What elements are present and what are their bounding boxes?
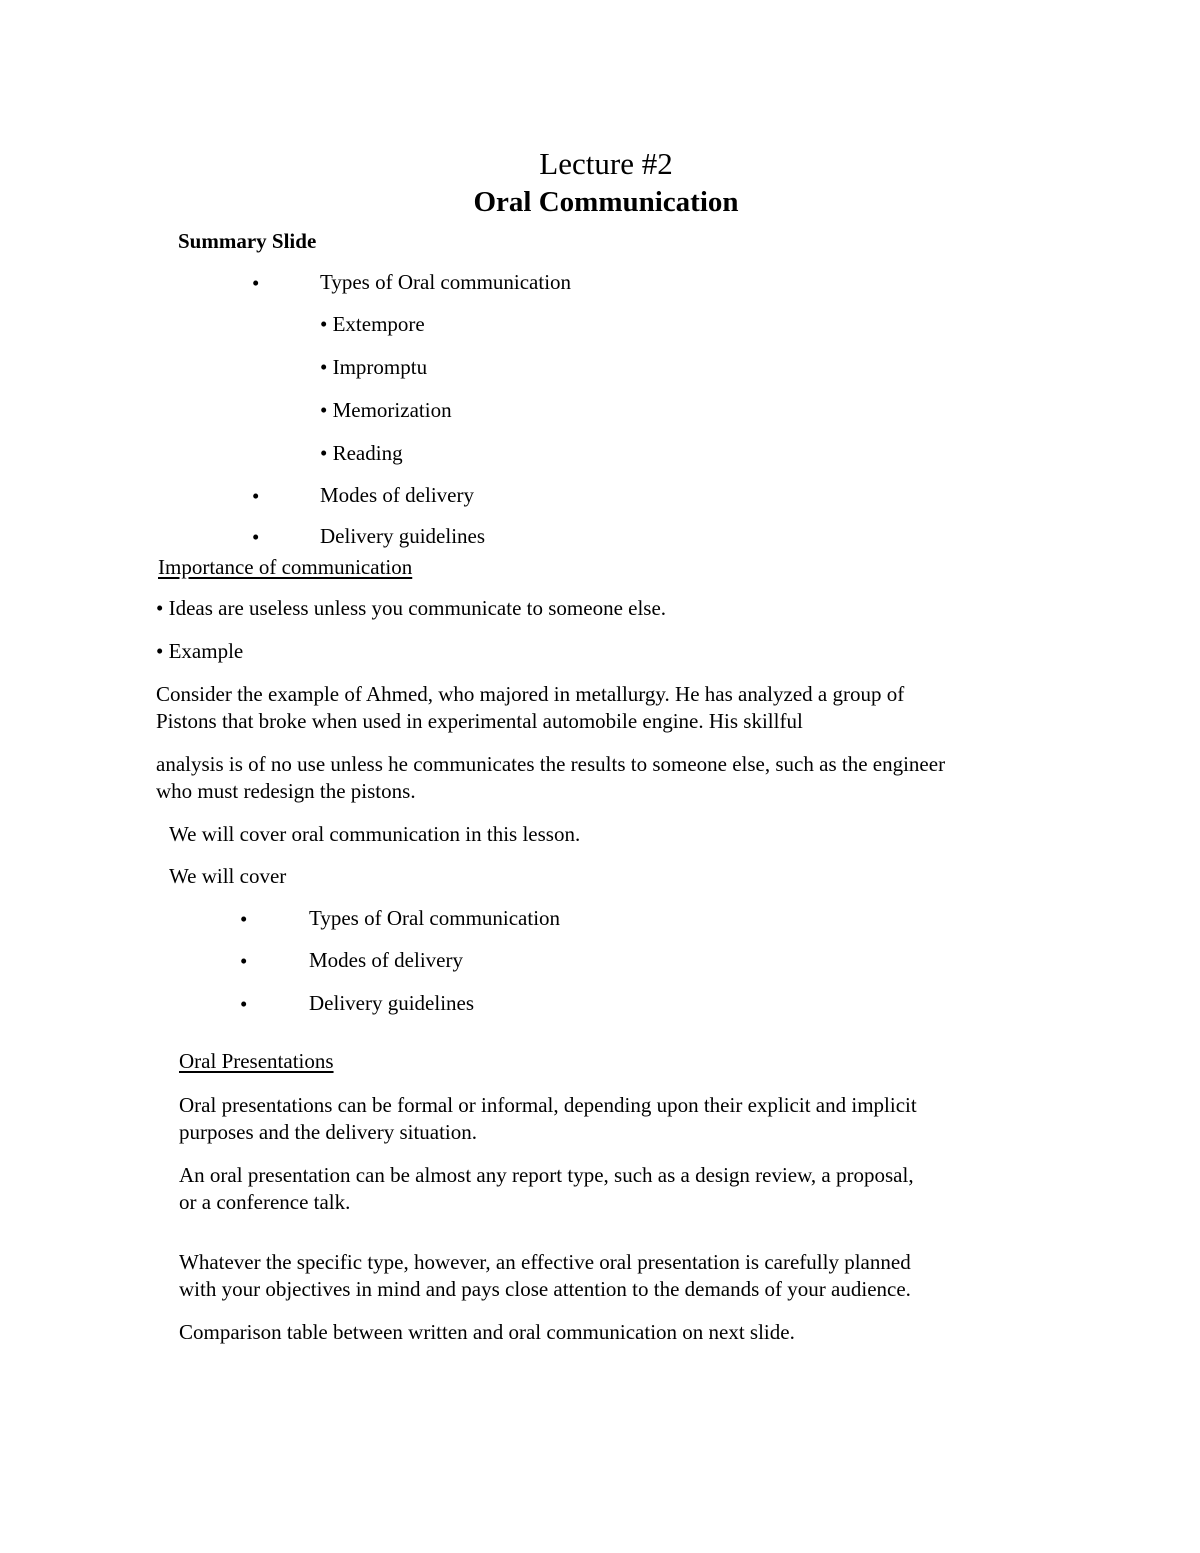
importance-heading: Importance of communication [158, 555, 413, 579]
paragraph-line: with your objectives in mind and pays close attention to the demands of your audience. [179, 1277, 911, 1301]
cover-item: Modes of delivery [309, 948, 463, 972]
bullet-glyph: • [252, 484, 260, 508]
bullet-glyph: • [252, 271, 260, 295]
paragraph-line: or a conference talk. [179, 1190, 351, 1214]
summary-item: Delivery guidelines [320, 524, 486, 548]
summary-subitem: • Reading [320, 441, 403, 465]
summary-item: Types of Oral communication [320, 270, 572, 294]
paragraph-line: Whatever the specific type, however, an effective oral presentation is carefully planned [179, 1250, 911, 1274]
bullet-glyph: • [240, 992, 248, 1016]
example-line: who must redesign the pistons. [156, 779, 416, 803]
summary-subitem: • Extempore [320, 312, 425, 336]
cover-item: Types of Oral communication [309, 906, 561, 930]
paragraph-line: An oral presentation can be almost any report type, such as a design review, a proposal, [179, 1163, 914, 1187]
cover-lead: We will cover [169, 864, 287, 888]
paragraph-line: Comparison table between written and oral communication on next slide. [179, 1320, 795, 1344]
bullet-glyph: • [240, 907, 248, 931]
cover-intro: We will cover oral communication in this lesson. [169, 822, 581, 846]
example-line: analysis is of no use unless he communicates the results to someone else, such as the engineer [156, 752, 946, 776]
summary-item: Modes of delivery [320, 483, 474, 507]
oral-presentations-heading: Oral Presentations [179, 1049, 334, 1073]
summary-subitem: • Impromptu [320, 355, 428, 379]
cover-item: Delivery guidelines [309, 991, 475, 1015]
example-line: Pistons that broke when used in experimental automobile engine. His skillful [156, 709, 803, 733]
summary-subitem: • Memorization [320, 398, 452, 422]
paragraph-line: Oral presentations can be formal or informal, depending upon their explicit and implicit [179, 1093, 917, 1117]
paragraph-line: purposes and the delivery situation. [179, 1120, 478, 1144]
bullet-glyph: • [240, 949, 248, 973]
importance-point: • Ideas are useless unless you communicate to someone else. [156, 596, 667, 620]
page-title: Oral Communication [473, 186, 739, 218]
lecture-title: Lecture #2 [539, 146, 673, 181]
example-line: Consider the example of Ahmed, who majored in metallurgy. He has analyzed a group of [156, 682, 905, 706]
summary-heading: Summary Slide [178, 229, 317, 253]
importance-point: • Example [156, 639, 244, 663]
bullet-glyph: • [252, 525, 260, 549]
